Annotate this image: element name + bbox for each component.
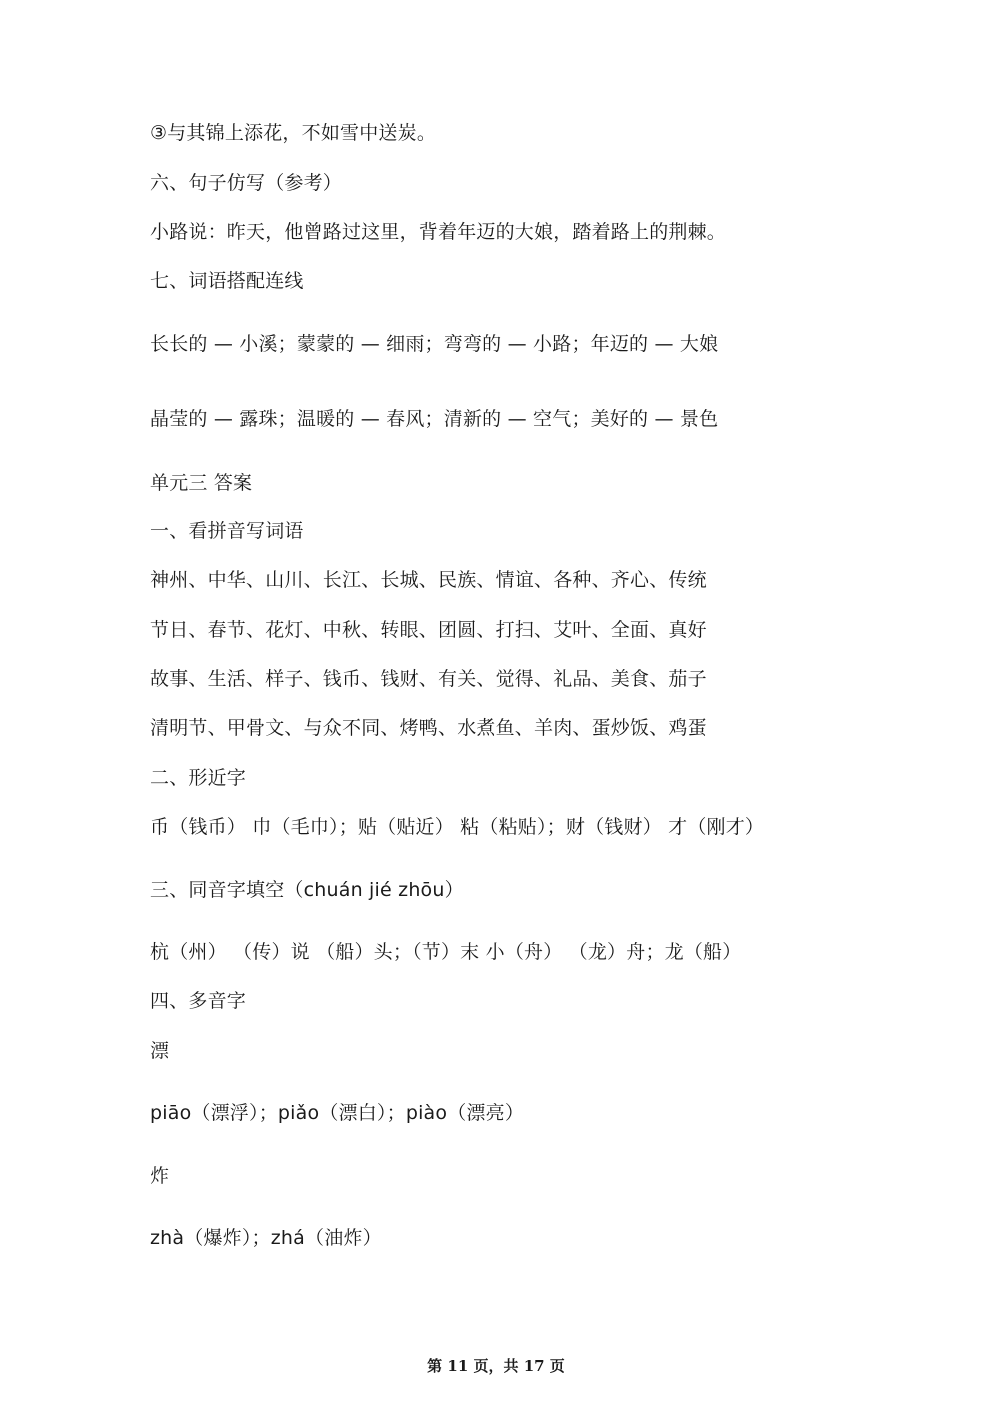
word-match-line-1: 长长的 — 小溪；蒙蒙的 — 细雨；弯弯的 — 小路；年迈的 — 大娘 (150, 333, 719, 355)
section-heading-4: 四、多音字 (150, 990, 247, 1012)
word-match-line-2: 晶莹的 — 露珠；温暖的 — 春风；清新的 — 空气；美好的 — 景色 (150, 408, 719, 430)
polyphone-readings-zha: zhà（爆炸）；zhá（油炸） (150, 1227, 382, 1249)
similar-characters-line: 币（钱币） 巾（毛巾）；贴（贴近） 粘（粘贴）；财（钱财） 才（刚才） (150, 816, 765, 838)
section-heading-6: 六、句子仿写（参考） (150, 172, 343, 194)
section-heading-3: 三、同音字填空（chuán jié zhōu） (150, 879, 464, 901)
answer-item-3: ③与其锦上添花，不如雪中送炭。 (150, 122, 437, 144)
section-heading-2: 二、形近字 (150, 767, 247, 789)
homophone-fill-line: 杭（州） （传）说 （船）头；（节）末 小（舟） （龙）舟；龙（船） (150, 941, 742, 963)
polyphone-char-piao: 漂 (150, 1040, 170, 1062)
pinyin-words-line-3: 故事、生活、样子、钱币、钱财、有关、觉得、礼品、美食、茄子 (150, 668, 707, 690)
pinyin-words-line-2: 节日、春节、花灯、中秋、转眼、团圆、打扫、艾叶、全面、真好 (150, 619, 707, 641)
section-heading-7: 七、词语搭配连线 (150, 270, 304, 292)
polyphone-char-zha: 炸 (150, 1165, 170, 1187)
polyphone-readings-piao: piāo（漂浮）；piǎo（漂白）；piào（漂亮） (150, 1102, 525, 1124)
pinyin-words-line-4: 清明节、甲骨文、与众不同、烤鸭、水煮鱼、羊肉、蛋炒饭、鸡蛋 (150, 717, 707, 739)
pinyin-words-line-1: 神州、中华、山川、长江、长城、民族、情谊、各种、齐心、传统 (150, 569, 707, 591)
sentence-imitation-answer: 小路说：昨天，他曾路过这里，背着年迈的大娘，踏着路上的荆棘。 (150, 221, 727, 243)
unit-heading: 单元三 答案 (150, 472, 253, 494)
page-number-footer: 第 11 页，共 17 页 (427, 1357, 565, 1375)
section-heading-1: 一、看拼音写词语 (150, 520, 304, 542)
